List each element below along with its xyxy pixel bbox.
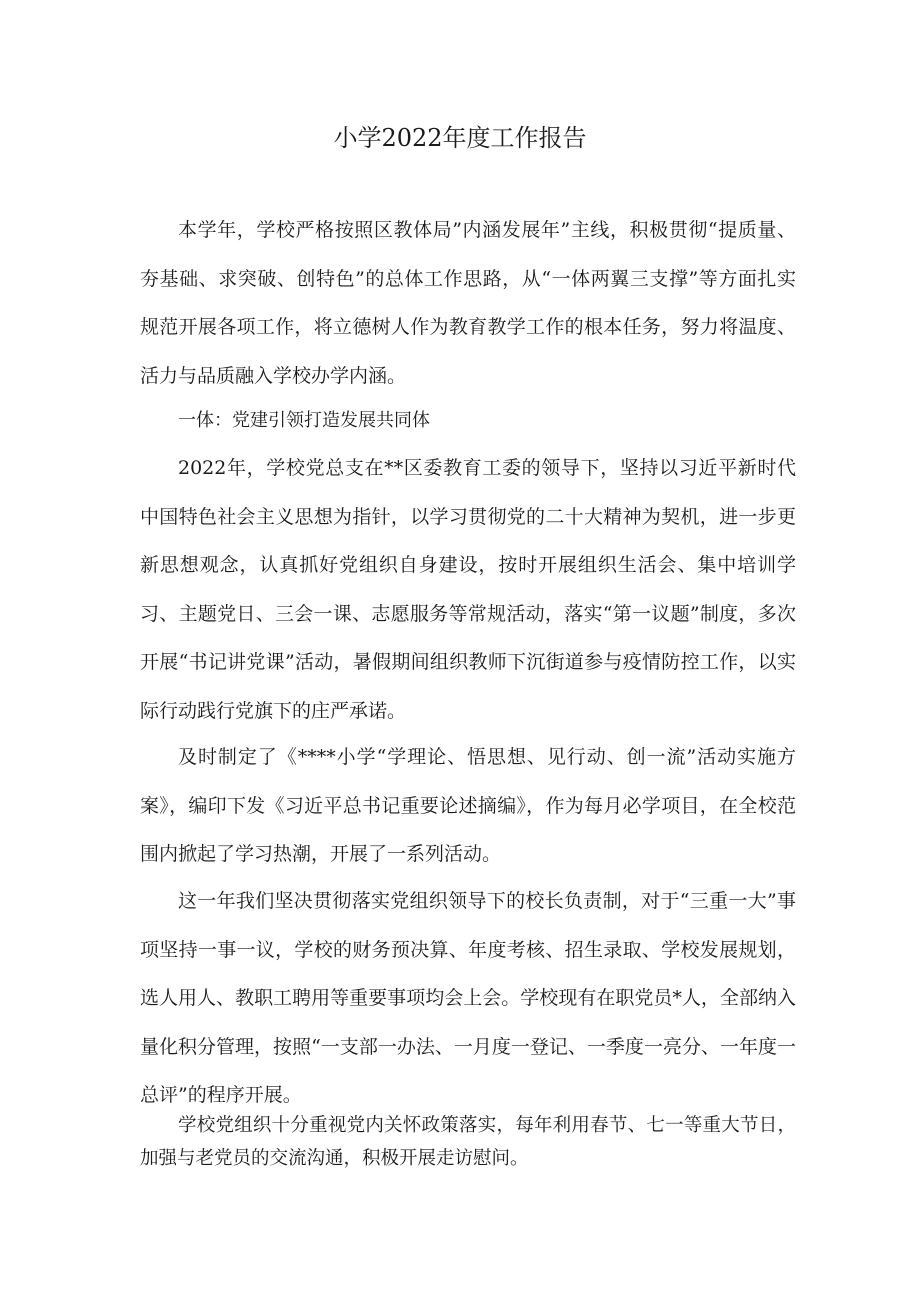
- paragraph-principal-responsibility: 这一年我们坚决贯彻落实党组织领导下的校长负责制，对于“三重一大”事项坚持一事一议，学校的财务预决算、年度考核、招生录取、学校发展规划，选人用人、教职工聘用等重要事项均会上会。学校现有在职党员*人，全部纳入量化积分管理，按照“一支部一办法、一月度一登记、一季度一亮分、一年度一总评”的程序开展。: [140, 890, 796, 1106]
- paragraph-study-plan: 及时制定了《****小学“学理论、悟思想、见行动、创一流”活动实施方案》，编印下发《习近平总书记重要论述摘编》，作为每月必学项目，在全校范围内掀起了学习热潮，开展了一系列活动。: [140, 746, 796, 865]
- document-title: 小学2022年度工作报告: [333, 124, 587, 152]
- paragraph-party-building: 2022年，学校党总支在**区委教育工委的领导下，坚持以习近平新时代中国特色社会主义思想为指针，以学习贯彻党的二十大精神为契机，进一步更新思想观念，认真抓好党组织自身建设，按时开展组织生活会、集中培训学习、主题党日、三会一课、志愿服务等常规活动，落实“第一议题”制度，多次开展“书记讲党课”活动，暑假期间组织教师下沉街道参与疫情防控工作，以实际行动践行党旗下的庄严承诺。: [140, 457, 796, 722]
- paragraph-care-policy: 学校党组织十分重视党内关怀政策落实，每年利用春节、七一等重大节日，加强与老党员的交流沟通，积极开展走访慰问。: [140, 1115, 796, 1169]
- section-heading: 一体：党建引领打造发展共同体: [178, 410, 430, 431]
- paragraph-intro: 本学年，学校严格按照区教体局”内涵发展年”主线，积极贯彻“提质量、夯基础、求突破、创特色”的总体工作思路，从“一体两翼三支撑”等方面扎实规范开展各项工作，将立德树人作为教育教学工作的根本任务，努力将温度、活力与品质融入学校办学内涵。: [140, 219, 796, 387]
